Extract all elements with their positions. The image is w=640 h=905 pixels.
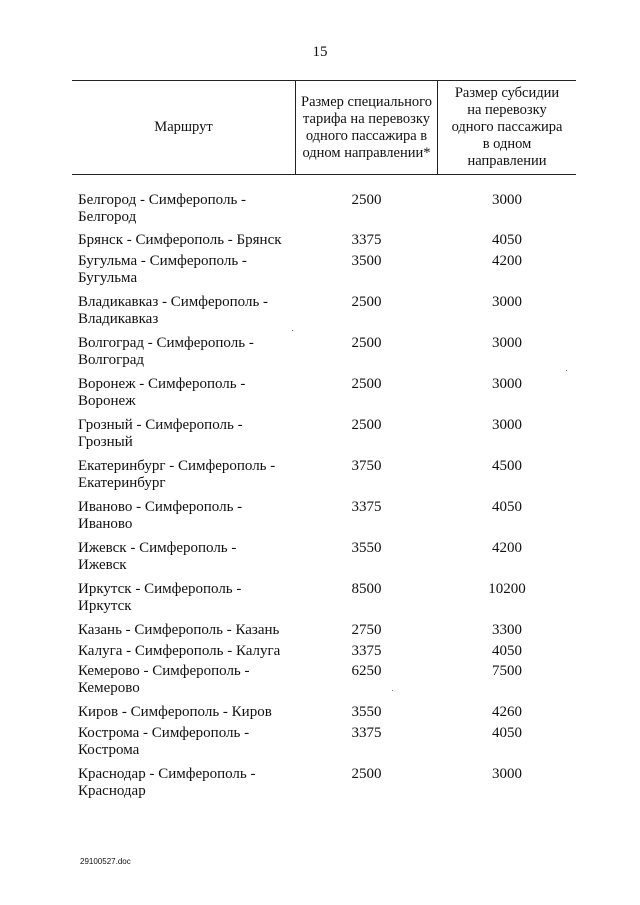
table-row bbox=[72, 499, 576, 540]
table-row bbox=[72, 253, 576, 294]
tariff-cell: 3550 bbox=[351, 540, 382, 556]
subsidy-cell: 4050 bbox=[492, 232, 522, 248]
route-cell: Бугульма - Симферополь - Бугульма bbox=[78, 253, 247, 286]
subsidy-cell: 4200 bbox=[492, 540, 522, 556]
tariff-cell: 2500 bbox=[351, 294, 382, 310]
tariff-cell: 3550 bbox=[351, 704, 382, 720]
tariff-cell: 2500 bbox=[351, 417, 382, 433]
route-cell: Екатеринбург - Симферополь - Екатеринбург bbox=[78, 458, 276, 491]
table-row bbox=[72, 704, 576, 725]
tariff-cell: 3375 bbox=[351, 725, 382, 741]
subsidy-cell: 4200 bbox=[492, 253, 522, 269]
table-row bbox=[72, 622, 576, 643]
tariff-cell: 2500 bbox=[351, 376, 382, 392]
route-cell: Белгород - Симферополь - Белгород bbox=[78, 192, 247, 225]
route-cell: Иваново - Симферополь - Иваново bbox=[78, 499, 243, 532]
table-header bbox=[72, 80, 576, 175]
table-row bbox=[72, 663, 576, 704]
tariff-cell: 3500 bbox=[351, 253, 382, 269]
tariff-cell: 2500 bbox=[351, 192, 382, 208]
tariff-table bbox=[72, 80, 576, 807]
tariff-cell: 3375 bbox=[351, 643, 382, 659]
subsidy-cell: 3000 bbox=[492, 335, 522, 351]
table-row bbox=[72, 458, 576, 499]
subsidy-cell: 3300 bbox=[492, 622, 522, 638]
route-cell: Иркутск - Симферополь - Иркутск bbox=[78, 581, 242, 614]
header-tariff-label: Размер специального тарифа на перевозку одного пассажира в одном направлении* bbox=[301, 93, 432, 161]
scan-speck bbox=[392, 690, 393, 691]
route-cell: Казань - Симферополь - Казань bbox=[78, 622, 280, 638]
header-route bbox=[72, 81, 295, 174]
page-number: 15 bbox=[312, 44, 328, 60]
tariff-cell: 3375 bbox=[351, 232, 382, 248]
table-row bbox=[72, 192, 576, 232]
route-cell: Брянск - Симферополь - Брянск bbox=[78, 232, 282, 248]
tariff-cell: 3750 bbox=[351, 458, 382, 474]
subsidy-cell: 4050 bbox=[492, 499, 522, 515]
tariff-cell: 8500 bbox=[351, 581, 382, 597]
table-row bbox=[72, 766, 576, 807]
subsidy-cell: 4050 bbox=[492, 725, 522, 741]
tariff-cell: 3375 bbox=[351, 499, 382, 515]
table-row bbox=[72, 376, 576, 417]
route-cell: Калуга - Симферополь - Калуга bbox=[78, 643, 281, 659]
subsidy-cell: 7500 bbox=[492, 663, 522, 679]
route-cell: Кострома - Симферополь - Кострома bbox=[78, 725, 250, 758]
subsidy-cell: 3000 bbox=[492, 417, 522, 433]
table-row bbox=[72, 335, 576, 376]
header-subsidy-label: Размер субсидии на перевозку одного пассажира в одном направлении bbox=[451, 85, 563, 169]
tariff-cell: 2500 bbox=[351, 335, 382, 351]
table-row bbox=[72, 540, 576, 581]
subsidy-cell: 3000 bbox=[492, 376, 522, 392]
table-row bbox=[72, 294, 576, 335]
subsidy-cell: 10200 bbox=[488, 581, 526, 597]
subsidy-cell: 4500 bbox=[492, 458, 522, 474]
table-row bbox=[72, 643, 576, 663]
document-filename: 29100527.doc bbox=[80, 857, 131, 866]
scan-speck bbox=[566, 370, 567, 371]
tariff-cell: 2500 bbox=[351, 766, 382, 782]
table-row bbox=[72, 725, 576, 766]
subsidy-cell: 3000 bbox=[492, 766, 522, 782]
header-route-label: Маршрут bbox=[154, 119, 213, 135]
scan-speck bbox=[292, 330, 293, 331]
subsidy-cell: 3000 bbox=[492, 294, 522, 310]
tariff-cell: 2750 bbox=[351, 622, 382, 638]
header-subsidy bbox=[438, 81, 576, 174]
route-cell: Краснодар - Симферополь - Краснодар bbox=[78, 766, 256, 799]
route-cell: Волгоград - Симферополь - Волгоград bbox=[78, 335, 254, 368]
route-cell: Грозный - Симферополь - Грозный bbox=[78, 417, 243, 450]
table-row bbox=[72, 232, 576, 253]
subsidy-cell: 3000 bbox=[492, 192, 522, 208]
table-row bbox=[72, 417, 576, 458]
route-cell: Кемерово - Симферополь - Кемерово bbox=[78, 663, 250, 696]
route-cell: Владикавказ - Симферополь - Владикавказ bbox=[78, 294, 269, 327]
subsidy-cell: 4050 bbox=[492, 643, 522, 659]
route-cell: Киров - Симферополь - Киров bbox=[78, 704, 272, 720]
route-cell: Ижевск - Симферополь - Ижевск bbox=[78, 540, 237, 573]
tariff-cell: 6250 bbox=[351, 663, 382, 679]
subsidy-cell: 4260 bbox=[492, 704, 522, 720]
route-cell: Воронеж - Симферополь - Воронеж bbox=[78, 376, 246, 409]
table-row bbox=[72, 581, 576, 622]
table-body bbox=[72, 175, 576, 807]
header-tariff bbox=[295, 81, 438, 174]
